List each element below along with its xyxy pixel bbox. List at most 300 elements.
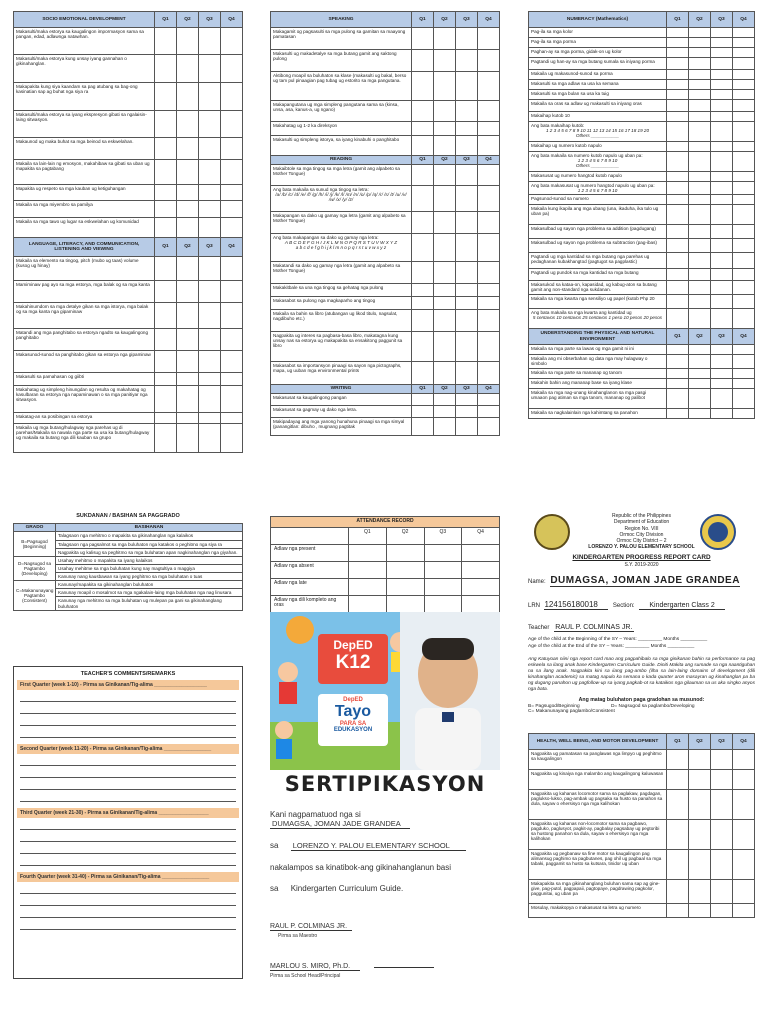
grade-cell[interactable] xyxy=(711,142,733,152)
grade-cell[interactable] xyxy=(199,351,221,373)
grade-cell[interactable] xyxy=(434,262,456,284)
grade-cell[interactable] xyxy=(456,310,478,332)
attendance-cell[interactable] xyxy=(349,544,387,561)
grade-cell[interactable] xyxy=(456,362,478,385)
attendance-cell[interactable] xyxy=(386,561,424,578)
grade-cell[interactable] xyxy=(711,70,733,80)
comment-line[interactable] xyxy=(20,842,236,854)
grade-cell[interactable] xyxy=(199,281,221,303)
grade-cell[interactable] xyxy=(667,379,689,389)
comment-line[interactable] xyxy=(20,830,236,842)
grade-cell[interactable] xyxy=(667,172,689,182)
grade-cell[interactable] xyxy=(412,50,434,72)
grade-cell[interactable] xyxy=(711,369,733,379)
grade-cell[interactable] xyxy=(667,28,689,38)
grade-cell[interactable] xyxy=(711,281,733,295)
grade-cell[interactable] xyxy=(412,165,434,186)
grade-cell[interactable] xyxy=(733,253,755,269)
grade-cell[interactable] xyxy=(221,83,243,111)
grade-cell[interactable] xyxy=(689,904,711,918)
grade-cell[interactable] xyxy=(434,101,456,122)
grade-cell[interactable] xyxy=(711,28,733,38)
comment-line[interactable] xyxy=(20,690,236,702)
grade-cell[interactable] xyxy=(155,28,177,55)
grade-cell[interactable] xyxy=(177,55,199,83)
grade-cell[interactable] xyxy=(155,160,177,185)
grade-cell[interactable] xyxy=(733,80,755,90)
grade-cell[interactable] xyxy=(711,195,733,205)
grade-cell[interactable] xyxy=(733,820,755,850)
grade-cell[interactable] xyxy=(478,310,500,332)
grade-cell[interactable] xyxy=(221,424,243,453)
grade-cell[interactable] xyxy=(456,28,478,50)
grade-cell[interactable] xyxy=(689,770,711,790)
grade-cell[interactable] xyxy=(689,345,711,355)
grade-cell[interactable] xyxy=(456,212,478,234)
grade-cell[interactable] xyxy=(199,386,221,413)
grade-cell[interactable] xyxy=(456,165,478,186)
grade-cell[interactable] xyxy=(667,48,689,58)
grade-cell[interactable] xyxy=(177,351,199,373)
grade-cell[interactable] xyxy=(711,770,733,790)
grade-cell[interactable] xyxy=(733,379,755,389)
grade-cell[interactable] xyxy=(689,269,711,281)
grade-cell[interactable] xyxy=(412,72,434,101)
grade-cell[interactable] xyxy=(155,201,177,218)
grade-cell[interactable] xyxy=(155,257,177,281)
grade-cell[interactable] xyxy=(733,112,755,122)
grade-cell[interactable] xyxy=(177,373,199,386)
grade-cell[interactable] xyxy=(221,303,243,329)
grade-cell[interactable] xyxy=(434,136,456,156)
grade-cell[interactable] xyxy=(221,329,243,351)
grade-cell[interactable] xyxy=(733,28,755,38)
grade-cell[interactable] xyxy=(667,112,689,122)
grade-cell[interactable] xyxy=(733,225,755,239)
grade-cell[interactable] xyxy=(221,201,243,218)
grade-cell[interactable] xyxy=(155,373,177,386)
grade-cell[interactable] xyxy=(412,28,434,50)
attendance-cell[interactable] xyxy=(462,561,500,578)
grade-cell[interactable] xyxy=(667,253,689,269)
grade-cell[interactable] xyxy=(711,904,733,918)
grade-cell[interactable] xyxy=(177,386,199,413)
grade-cell[interactable] xyxy=(199,111,221,138)
grade-cell[interactable] xyxy=(199,413,221,424)
grade-cell[interactable] xyxy=(733,345,755,355)
grade-cell[interactable] xyxy=(478,262,500,284)
grade-cell[interactable] xyxy=(711,379,733,389)
grade-cell[interactable] xyxy=(667,904,689,918)
grade-cell[interactable] xyxy=(199,160,221,185)
grade-cell[interactable] xyxy=(689,409,711,419)
grade-cell[interactable] xyxy=(177,413,199,424)
grade-cell[interactable] xyxy=(711,345,733,355)
grade-cell[interactable] xyxy=(667,152,689,172)
grade-cell[interactable] xyxy=(456,406,478,418)
grade-cell[interactable] xyxy=(199,329,221,351)
grade-cell[interactable] xyxy=(667,355,689,369)
grade-cell[interactable] xyxy=(733,239,755,253)
grade-cell[interactable] xyxy=(689,281,711,295)
grade-cell[interactable] xyxy=(689,295,711,309)
grade-cell[interactable] xyxy=(456,136,478,156)
attendance-cell[interactable] xyxy=(349,578,387,595)
attendance-cell[interactable] xyxy=(424,544,462,561)
grade-cell[interactable] xyxy=(199,257,221,281)
grade-cell[interactable] xyxy=(689,379,711,389)
grade-cell[interactable] xyxy=(733,904,755,918)
grade-cell[interactable] xyxy=(434,406,456,418)
attendance-cell[interactable] xyxy=(462,578,500,595)
grade-cell[interactable] xyxy=(733,48,755,58)
grade-cell[interactable] xyxy=(155,55,177,83)
grade-cell[interactable] xyxy=(733,295,755,309)
grade-cell[interactable] xyxy=(667,225,689,239)
grade-cell[interactable] xyxy=(412,394,434,406)
grade-cell[interactable] xyxy=(733,100,755,112)
grade-cell[interactable] xyxy=(221,413,243,424)
grade-cell[interactable] xyxy=(155,303,177,329)
grade-cell[interactable] xyxy=(155,351,177,373)
grade-cell[interactable] xyxy=(667,820,689,850)
grade-cell[interactable] xyxy=(689,48,711,58)
grade-cell[interactable] xyxy=(667,770,689,790)
grade-cell[interactable] xyxy=(689,369,711,379)
grade-cell[interactable] xyxy=(177,138,199,160)
grade-cell[interactable] xyxy=(689,225,711,239)
grade-cell[interactable] xyxy=(456,50,478,72)
grade-cell[interactable] xyxy=(711,269,733,281)
grade-cell[interactable] xyxy=(689,309,711,329)
grade-cell[interactable] xyxy=(177,281,199,303)
comment-line[interactable] xyxy=(20,882,236,894)
grade-cell[interactable] xyxy=(711,295,733,309)
grade-cell[interactable] xyxy=(177,329,199,351)
grade-cell[interactable] xyxy=(667,389,689,409)
grade-cell[interactable] xyxy=(711,152,733,172)
grade-cell[interactable] xyxy=(412,284,434,297)
grade-cell[interactable] xyxy=(689,58,711,70)
grade-cell[interactable] xyxy=(155,386,177,413)
grade-cell[interactable] xyxy=(155,413,177,424)
grade-cell[interactable] xyxy=(667,295,689,309)
grade-cell[interactable] xyxy=(711,182,733,195)
grade-cell[interactable] xyxy=(456,122,478,136)
grade-cell[interactable] xyxy=(733,182,755,195)
grade-cell[interactable] xyxy=(733,281,755,295)
grade-cell[interactable] xyxy=(221,28,243,55)
grade-cell[interactable] xyxy=(456,284,478,297)
grade-cell[interactable] xyxy=(689,790,711,820)
grade-cell[interactable] xyxy=(667,790,689,820)
grade-cell[interactable] xyxy=(733,269,755,281)
grade-cell[interactable] xyxy=(199,303,221,329)
grade-cell[interactable] xyxy=(478,406,500,418)
grade-cell[interactable] xyxy=(434,234,456,262)
grade-cell[interactable] xyxy=(667,195,689,205)
grade-cell[interactable] xyxy=(412,332,434,362)
grade-cell[interactable] xyxy=(221,281,243,303)
grade-cell[interactable] xyxy=(478,165,500,186)
grade-cell[interactable] xyxy=(478,332,500,362)
grade-cell[interactable] xyxy=(155,185,177,201)
grade-cell[interactable] xyxy=(667,142,689,152)
grade-cell[interactable] xyxy=(733,172,755,182)
grade-cell[interactable] xyxy=(456,72,478,101)
grade-cell[interactable] xyxy=(456,101,478,122)
grade-cell[interactable] xyxy=(711,239,733,253)
grade-cell[interactable] xyxy=(434,28,456,50)
grade-cell[interactable] xyxy=(434,310,456,332)
grade-cell[interactable] xyxy=(689,253,711,269)
grade-cell[interactable] xyxy=(733,790,755,820)
grade-cell[interactable] xyxy=(667,122,689,142)
grade-cell[interactable] xyxy=(412,186,434,212)
grade-cell[interactable] xyxy=(667,281,689,295)
comment-line[interactable] xyxy=(20,726,236,738)
grade-cell[interactable] xyxy=(733,850,755,880)
grade-cell[interactable] xyxy=(711,80,733,90)
grade-cell[interactable] xyxy=(177,201,199,218)
grade-cell[interactable] xyxy=(434,332,456,362)
grade-cell[interactable] xyxy=(221,185,243,201)
grade-cell[interactable] xyxy=(434,284,456,297)
grade-cell[interactable] xyxy=(711,820,733,850)
grade-cell[interactable] xyxy=(412,418,434,436)
grade-cell[interactable] xyxy=(667,850,689,880)
grade-cell[interactable] xyxy=(412,262,434,284)
grade-cell[interactable] xyxy=(478,136,500,156)
grade-cell[interactable] xyxy=(412,122,434,136)
grade-cell[interactable] xyxy=(434,72,456,101)
grade-cell[interactable] xyxy=(733,195,755,205)
grade-cell[interactable] xyxy=(478,418,500,436)
grade-cell[interactable] xyxy=(221,218,243,238)
grade-cell[interactable] xyxy=(733,38,755,48)
grade-cell[interactable] xyxy=(667,750,689,770)
grade-cell[interactable] xyxy=(711,790,733,820)
comment-line[interactable] xyxy=(20,854,236,866)
attendance-cell[interactable] xyxy=(386,578,424,595)
grade-cell[interactable] xyxy=(733,90,755,100)
grade-cell[interactable] xyxy=(711,409,733,419)
grade-cell[interactable] xyxy=(689,172,711,182)
grade-cell[interactable] xyxy=(478,362,500,385)
grade-cell[interactable] xyxy=(412,136,434,156)
grade-cell[interactable] xyxy=(221,160,243,185)
grade-cell[interactable] xyxy=(478,297,500,310)
grade-cell[interactable] xyxy=(689,820,711,850)
grade-cell[interactable] xyxy=(155,138,177,160)
grade-cell[interactable] xyxy=(478,234,500,262)
grade-cell[interactable] xyxy=(199,138,221,160)
grade-cell[interactable] xyxy=(434,212,456,234)
grade-cell[interactable] xyxy=(733,770,755,790)
grade-cell[interactable] xyxy=(733,369,755,379)
grade-cell[interactable] xyxy=(412,362,434,385)
grade-cell[interactable] xyxy=(221,55,243,83)
grade-cell[interactable] xyxy=(667,100,689,112)
attendance-cell[interactable] xyxy=(386,544,424,561)
comment-line[interactable] xyxy=(20,918,236,930)
grade-cell[interactable] xyxy=(689,205,711,225)
grade-cell[interactable] xyxy=(478,101,500,122)
comment-line[interactable] xyxy=(20,766,236,778)
grade-cell[interactable] xyxy=(434,297,456,310)
grade-cell[interactable] xyxy=(711,253,733,269)
grade-cell[interactable] xyxy=(456,418,478,436)
grade-cell[interactable] xyxy=(199,83,221,111)
attendance-cell[interactable] xyxy=(462,595,500,612)
grade-cell[interactable] xyxy=(199,424,221,453)
grade-cell[interactable] xyxy=(412,234,434,262)
grade-cell[interactable] xyxy=(667,205,689,225)
grade-cell[interactable] xyxy=(711,100,733,112)
grade-cell[interactable] xyxy=(711,38,733,48)
grade-cell[interactable] xyxy=(689,750,711,770)
grade-cell[interactable] xyxy=(667,880,689,904)
grade-cell[interactable] xyxy=(478,122,500,136)
grade-cell[interactable] xyxy=(478,394,500,406)
grade-cell[interactable] xyxy=(478,50,500,72)
grade-cell[interactable] xyxy=(689,389,711,409)
grade-cell[interactable] xyxy=(456,297,478,310)
grade-cell[interactable] xyxy=(412,101,434,122)
comment-line[interactable] xyxy=(20,702,236,714)
grade-cell[interactable] xyxy=(689,182,711,195)
grade-cell[interactable] xyxy=(434,50,456,72)
grade-cell[interactable] xyxy=(177,83,199,111)
grade-cell[interactable] xyxy=(221,257,243,281)
grade-cell[interactable] xyxy=(478,186,500,212)
grade-cell[interactable] xyxy=(667,369,689,379)
attendance-cell[interactable] xyxy=(424,578,462,595)
grade-cell[interactable] xyxy=(711,205,733,225)
grade-cell[interactable] xyxy=(733,58,755,70)
grade-cell[interactable] xyxy=(667,269,689,281)
grade-cell[interactable] xyxy=(412,310,434,332)
attendance-cell[interactable] xyxy=(349,561,387,578)
grade-cell[interactable] xyxy=(412,406,434,418)
grade-cell[interactable] xyxy=(733,750,755,770)
grade-cell[interactable] xyxy=(412,297,434,310)
grade-cell[interactable] xyxy=(667,38,689,48)
grade-cell[interactable] xyxy=(478,28,500,50)
grade-cell[interactable] xyxy=(667,345,689,355)
grade-cell[interactable] xyxy=(199,201,221,218)
grade-cell[interactable] xyxy=(733,142,755,152)
grade-cell[interactable] xyxy=(456,234,478,262)
grade-cell[interactable] xyxy=(434,186,456,212)
grade-cell[interactable] xyxy=(155,218,177,238)
grade-cell[interactable] xyxy=(711,58,733,70)
comment-line[interactable] xyxy=(20,714,236,726)
grade-cell[interactable] xyxy=(667,239,689,253)
grade-cell[interactable] xyxy=(689,355,711,369)
grade-cell[interactable] xyxy=(733,389,755,409)
grade-cell[interactable] xyxy=(456,262,478,284)
grade-cell[interactable] xyxy=(711,172,733,182)
grade-cell[interactable] xyxy=(733,205,755,225)
grade-cell[interactable] xyxy=(689,880,711,904)
grade-cell[interactable] xyxy=(711,48,733,58)
grade-cell[interactable] xyxy=(478,284,500,297)
grade-cell[interactable] xyxy=(689,70,711,80)
grade-cell[interactable] xyxy=(711,389,733,409)
grade-cell[interactable] xyxy=(199,373,221,386)
grade-cell[interactable] xyxy=(711,225,733,239)
attendance-cell[interactable] xyxy=(386,595,424,612)
grade-cell[interactable] xyxy=(177,28,199,55)
grade-cell[interactable] xyxy=(155,281,177,303)
grade-cell[interactable] xyxy=(177,160,199,185)
grade-cell[interactable] xyxy=(689,195,711,205)
comment-line[interactable] xyxy=(20,818,236,830)
grade-cell[interactable] xyxy=(711,880,733,904)
grade-cell[interactable] xyxy=(711,355,733,369)
attendance-cell[interactable] xyxy=(462,544,500,561)
grade-cell[interactable] xyxy=(478,72,500,101)
grade-cell[interactable] xyxy=(456,394,478,406)
grade-cell[interactable] xyxy=(667,309,689,329)
comment-line[interactable] xyxy=(20,790,236,802)
grade-cell[interactable] xyxy=(155,111,177,138)
grade-cell[interactable] xyxy=(689,122,711,142)
grade-cell[interactable] xyxy=(667,90,689,100)
attendance-cell[interactable] xyxy=(349,595,387,612)
grade-cell[interactable] xyxy=(689,152,711,172)
grade-cell[interactable] xyxy=(177,218,199,238)
grade-cell[interactable] xyxy=(711,750,733,770)
grade-cell[interactable] xyxy=(667,80,689,90)
grade-cell[interactable] xyxy=(667,58,689,70)
comment-line[interactable] xyxy=(20,906,236,918)
grade-cell[interactable] xyxy=(434,362,456,385)
comment-line[interactable] xyxy=(20,894,236,906)
grade-cell[interactable] xyxy=(456,186,478,212)
grade-cell[interactable] xyxy=(689,239,711,253)
grade-cell[interactable] xyxy=(155,329,177,351)
grade-cell[interactable] xyxy=(733,880,755,904)
grade-cell[interactable] xyxy=(434,122,456,136)
grade-cell[interactable] xyxy=(434,418,456,436)
grade-cell[interactable] xyxy=(689,142,711,152)
grade-cell[interactable] xyxy=(221,138,243,160)
grade-cell[interactable] xyxy=(199,218,221,238)
grade-cell[interactable] xyxy=(711,309,733,329)
grade-cell[interactable] xyxy=(478,212,500,234)
grade-cell[interactable] xyxy=(412,212,434,234)
grade-cell[interactable] xyxy=(689,80,711,90)
grade-cell[interactable] xyxy=(667,182,689,195)
grade-cell[interactable] xyxy=(733,70,755,80)
grade-cell[interactable] xyxy=(733,409,755,419)
grade-cell[interactable] xyxy=(733,152,755,172)
grade-cell[interactable] xyxy=(733,355,755,369)
attendance-cell[interactable] xyxy=(424,595,462,612)
grade-cell[interactable] xyxy=(221,111,243,138)
grade-cell[interactable] xyxy=(199,55,221,83)
grade-cell[interactable] xyxy=(155,424,177,453)
grade-cell[interactable] xyxy=(733,309,755,329)
attendance-cell[interactable] xyxy=(424,561,462,578)
grade-cell[interactable] xyxy=(733,122,755,142)
grade-cell[interactable] xyxy=(221,351,243,373)
grade-cell[interactable] xyxy=(456,332,478,362)
grade-cell[interactable] xyxy=(199,28,221,55)
grade-cell[interactable] xyxy=(177,424,199,453)
